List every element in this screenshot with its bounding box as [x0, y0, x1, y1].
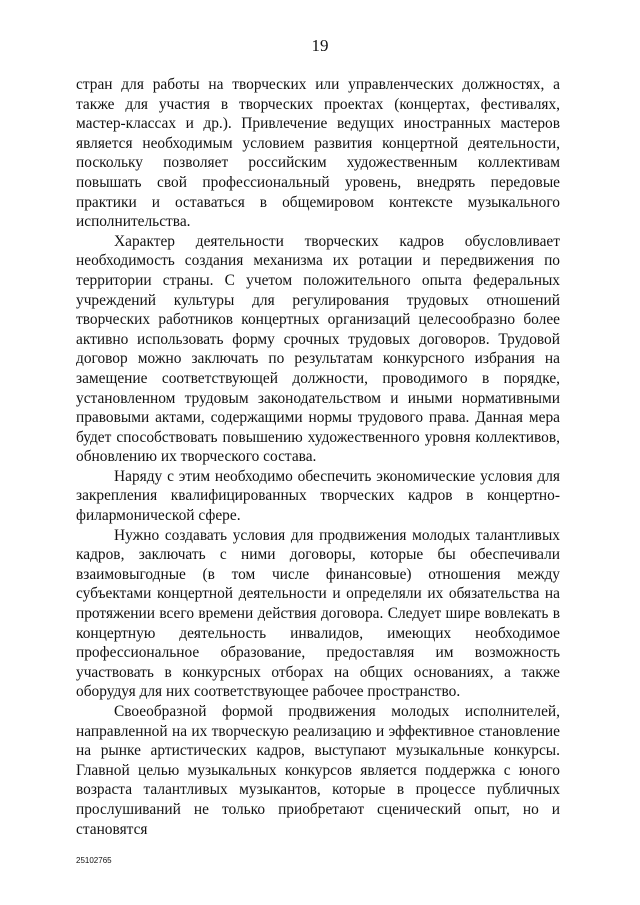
paragraph-5: Своеобразной формой продвижения молодых исполнителей, направленной на их творческую реализацию и эффективное становление на рынке артистических кадров, выступают музыкальные конкурсы. Главной целью музыкальных конкурсов является поддержка с юного возраста талантливых музыкантов, которые в процессе публичных прослушиваний не только приобретают сценический опыт, но и становятся: [76, 703, 560, 838]
page-number: 19: [311, 36, 329, 55]
paragraph-3: Наряду с этим необходимо обеспечить экономические условия для закрепления квалифицированных творческих кадров в концертно-филармонической сфере.: [76, 467, 560, 525]
body-text: [76, 75, 560, 839]
paragraph-1: стран для работы на творческих или управленческих должностях, а также для участия в творческих проектах (концертах, фестивалях, мастер-классах и др.). Привлечение ведущих иностранных мастеров является необходимым условием развития концертной деятельности, поскольку позволяет российским художественным коллективам повышать свой профессиональный уровень, внедрять передовые практики и оставаться в общемировом контексте музыкального исполнительства.: [76, 76, 560, 231]
document-code: 25102765: [76, 856, 112, 865]
paragraph-2: Характер деятельности творческих кадров обусловливает необходимость создания механизма их ротации и передвижения по территории страны. С учетом положительного опыта федеральных учреждений культуры для регулирования трудовых отношений творческих работников концертных организаций целесообразно более активно использовать форму срочных трудовых договоров. Трудовой договор можно заключать по результатам конкурсного избрания на замещение соответствующей должности, проводимого в порядке, установленном трудовым законодательством и иными нормативными правовыми актами, содержащими нормы трудового права. Данная мера будет способствовать повышению художественного уровня коллективов, обновлению их творческого состава.: [76, 232, 560, 466]
paragraph-4: Нужно создавать условия для продвижения молодых талантливых кадров, заключать с ними договоры, которые бы обеспечивали взаимовыгодные (в том числе финансовые) отношения между субъектами концертной деятельности и определяли их обязательства на протяжении всего времени действия договора. Следует шире вовлекать в концертную деятельность инвалидов, имеющих необходимое профессиональное образование, предоставляя им возможность участвовать в конкурсных отборах на общих основаниях, а также оборудуя для них соответствующее рабочее пространство.: [76, 526, 560, 701]
